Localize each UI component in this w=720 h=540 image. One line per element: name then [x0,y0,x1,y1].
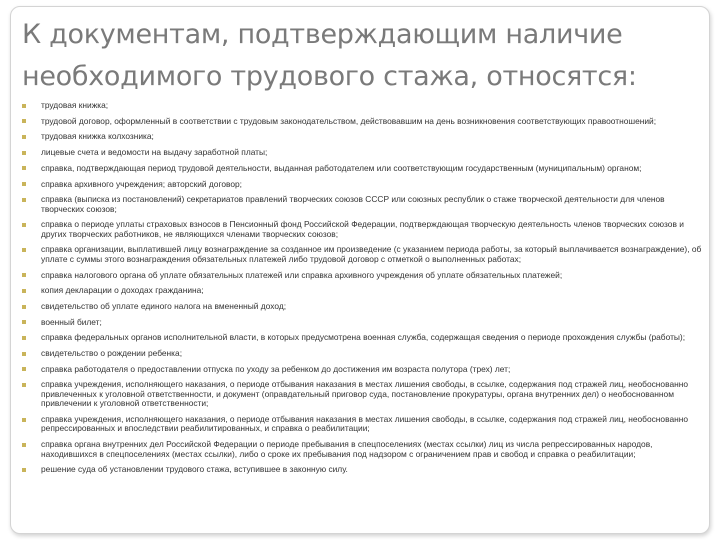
list-item-text: справка работодателя о предоставлении отпуска по уходу за ребенком до достижения им возраста полутора (трех) лет; [41,363,511,374]
list-item-text: справка (выписка из постановлений) секретариатов правлений творческих союзов СССР или союзных республик о стаже творческой деятельности для членов творческих союзов; [41,194,665,214]
list-item [22,333,704,342]
list-item-text: военный билет; [41,316,102,327]
square-bullet-icon [22,198,26,202]
square-bullet-icon [22,443,26,447]
list-item-text: трудовой договор, оформленный в соответствии с трудовым законодательством, действовавшим на день возникновения соответствующих правоотношений; [41,115,657,126]
square-bullet-icon [22,166,26,170]
document-list [22,101,704,481]
square-bullet-icon [22,273,26,277]
square-bullet-icon [22,320,26,324]
list-item-text: справка учреждения, исполняющего наказания, о периоде отбывания наказания в местах лишения свободы, в ссылке, содержания под стражей лиц, необоснованно привлеченных к уголовной ответственности, и документ (оправдательный приговор суда, постановление прокуратуры, органа внутренних дел) о необоснованном привлечении к уголовной ответственности; [41,379,689,409]
list-item-text: справка о периоде уплаты страховых взносов в Пенсионный фонд Российской Федерации, подтверждающая творческую деятельность членов творческих союзов и других творческих работников, не являющихся членами творческих союзов; [41,219,684,239]
list-item [22,245,704,264]
square-bullet-icon [22,418,26,422]
list-item [22,302,704,311]
square-bullet-icon [22,135,26,139]
list-item-text: лицевые счета и ведомости на выдачу заработной платы; [41,147,268,158]
list-item-text: справка, подтверждающая период трудовой деятельности, выданная работодателем или соответствующим государственным (муниципальным) органом; [41,162,642,173]
square-bullet-icon [22,352,26,356]
list-item-text: трудовая книжка; [41,100,109,110]
list-item-text: справка учреждения, исполняющего наказания, о периоде отбывания наказания в местах лишения свободы, в ссылке, содержания под стражей лиц, необоснованно репрессированных и впоследствии реабилитированных, и справка о реабилитации; [41,413,689,434]
square-bullet-icon [22,383,26,387]
square-bullet-icon [22,468,26,472]
list-item-text: копия декларации о доходах гражданина; [41,285,204,296]
slide-title: К документам, подтверждающим наличие необходимого трудового стажа, относятся: [22,19,637,92]
list-item-text: свидетельство о рождении ребенка; [41,348,183,359]
list-item [22,148,704,157]
list-item [22,465,704,474]
list-item [22,101,704,110]
list-item-text: решение суда об установлении трудового стажа, вступившее в законную силу. [41,464,348,475]
list-item [22,220,704,239]
square-bullet-icon [22,336,26,340]
list-item-text: справка организации, выплатившей лицу вознаграждение за созданное им произведение (с указанием периода работы, за который выплачивается вознаграждение), об уплате с суммы этого вознаграждения обязательных платежей либо трудовой договор с отметкой о выполненных работах; [41,244,702,264]
list-item [22,415,704,434]
list-item [22,164,704,173]
list-item [22,117,704,126]
list-item [22,318,704,327]
list-item-text: справка налогового органа об уплате обязательных платежей или справка архивного учреждения об уплате обязательных платежей; [41,269,563,280]
list-item [22,286,704,295]
list-item [22,380,704,408]
square-bullet-icon [22,289,26,293]
square-bullet-icon [22,367,26,371]
list-item [22,132,704,141]
square-bullet-icon [22,104,26,108]
square-bullet-icon [22,305,26,309]
list-item [22,365,704,374]
square-bullet-icon [22,182,26,186]
list-item-text: трудовая книжка колхозника; [41,131,154,142]
square-bullet-icon [22,248,26,252]
square-bullet-icon [22,151,26,155]
list-item [22,349,704,358]
list-item [22,440,704,459]
list-item [22,271,704,280]
list-item-text: свидетельство об уплате единого налога на вмененный доход; [41,300,287,311]
list-item [22,195,704,214]
list-item-text: справка федеральных органов исполнительной власти, в которых предусмотрена военная служба, содержащая сведения о периоде прохождения службы (работы); [41,332,686,343]
list-item-text: справка архивного учреждения; авторский договор; [41,178,242,189]
list-item-text: справка органа внутренних дел Российской Федерации о периоде пребывания в спецпоселениях (местах ссылки) лиц из числа репрессированных народов, находившихся в спецпоселениях (местах ссылки), либо о сроке их пребывания под надзором с ограничением прав и свобод и справка о реабилитации; [41,439,653,459]
square-bullet-icon [22,119,26,123]
square-bullet-icon [22,223,26,227]
list-item [22,180,704,189]
